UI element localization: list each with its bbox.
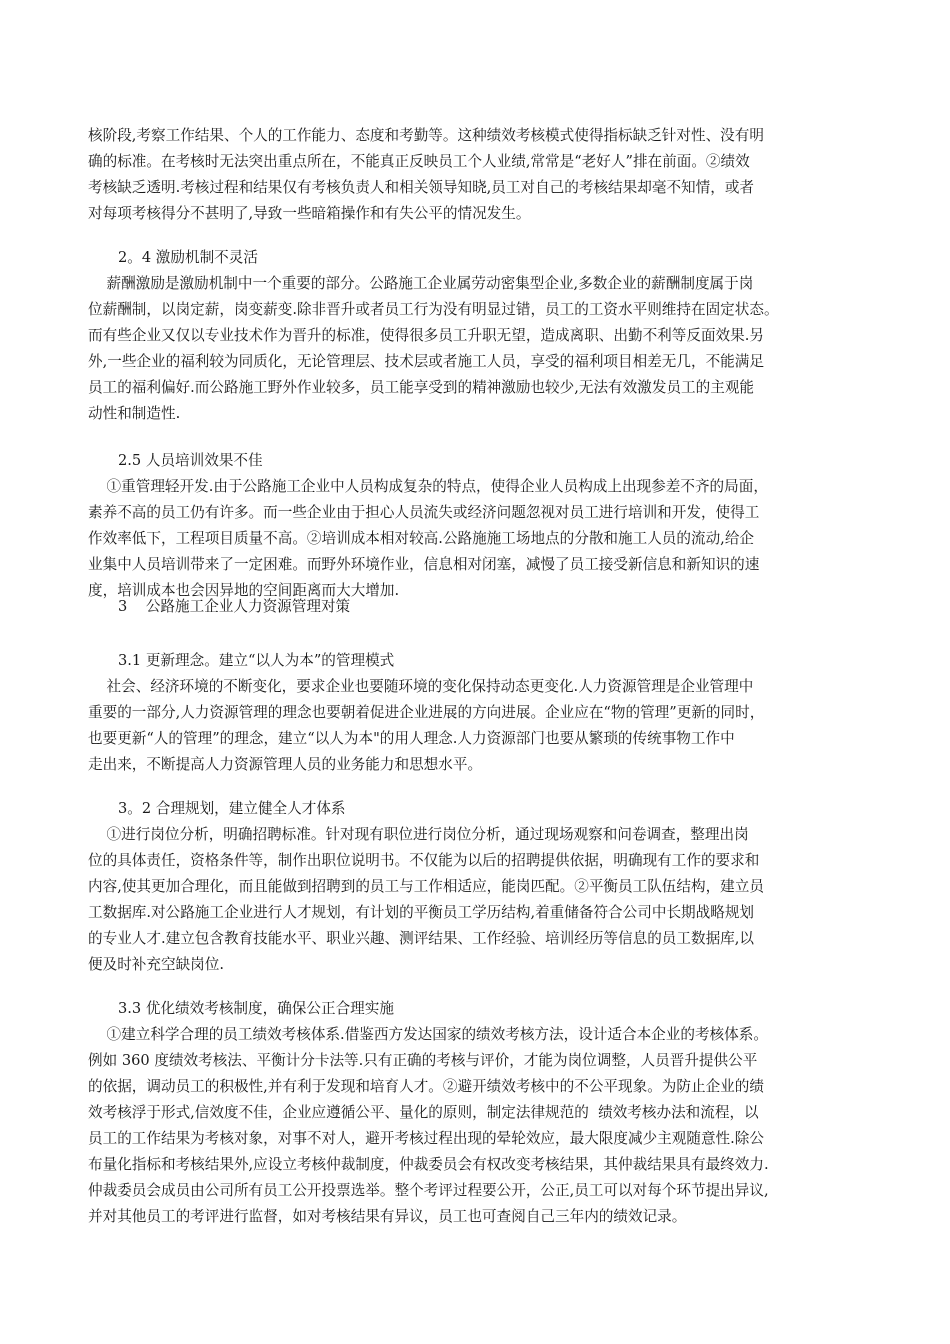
paragraph-line: ①建立科学合理的员工绩效考核体系.借鉴西方发达国家的绩效考核方法，设计适合本企业的考核体系。 bbox=[88, 1026, 768, 1043]
section-heading: 2.5 人员培训效果不佳 bbox=[118, 452, 263, 469]
paragraph-line: 仲裁委员会成员由公司所有员工公开投票选举。整个考评过程要公开，公正,员工可以对每个环节提出异议, bbox=[88, 1182, 769, 1199]
paragraph-line: 员工的工作结果为考核对象，对事不对人，避开考核过程出现的晕轮效应，最大限度减少主观随意性.除公 bbox=[88, 1130, 764, 1147]
section-3-1 bbox=[88, 648, 888, 778]
paragraph-line: 核阶段,考察工作结果、个人的工作能力、态度和考勤等。这种绩效考核模式使得指标缺乏针对性、没有明 bbox=[88, 127, 764, 144]
paragraph-line: 工数据库.对公路施工企业进行人才规划，有计划的平衡员工学历结构,着重储备符合公司中长期战略规划 bbox=[88, 904, 755, 921]
paragraph-line: 例如 360 度绩效考核法、平衡计分卡法等.只有正确的考核与评价，才能为岗位调整，人员晋升提供公平 bbox=[88, 1052, 758, 1069]
section-3-2 bbox=[88, 796, 888, 978]
paragraph-line: 效考核浮于形式,信效度不佳，企业应遵循公平、量化的原则，制定法律规范的 绩效考核办法和流程，以 bbox=[88, 1104, 759, 1121]
section-heading: 3.1 更新理念。建立“以人为本”的管理模式 bbox=[118, 652, 395, 669]
chapter-heading: 3 公路施工企业人力资源管理对策 bbox=[118, 598, 351, 615]
paragraph-line: 也要更新“人的管理”的理念，建立“以人为本"的用人理念.人力资源部门也要从繁琐的传统事物工作中 bbox=[88, 730, 735, 747]
section-heading: 3。2 合理规划，建立健全人才体系 bbox=[118, 800, 346, 817]
paragraph-line: 业集中人员培训带来了一定困难。而野外环境作业，信息相对闭塞，减慢了员工接受新信息和新知识的速 bbox=[88, 556, 760, 573]
section-heading: 2。4 激励机制不灵活 bbox=[118, 249, 258, 266]
section-heading: 3.3 优化绩效考核制度，确保公正合理实施 bbox=[118, 1000, 394, 1017]
paragraph-line: 内容,使其更加合理化，而且能做到招聘到的员工与工作相适应，能岗匹配。②平衡员工队伍结构，建立员 bbox=[88, 878, 764, 895]
paragraph-line: 确的标准。在考核时无法突出重点所在，不能真正反映员工个人业绩,常常是“老好人”排在前面。②绩效 bbox=[88, 153, 750, 170]
section-3-3 bbox=[88, 996, 888, 1230]
paragraph-line: 员工的福利偏好.而公路施工野外作业较多，员工能享受到的精神激励也较少,无法有效激发员工的主观能 bbox=[88, 379, 755, 396]
paragraph-line: 素养不高的员工仍有许多。而一些企业由于担心人员流失或经济问题忽视对员工进行培训和开发，使得工 bbox=[88, 504, 760, 521]
paragraph-line: 并对其他员工的考评进行监督，如对考核结果有异议，员工也可查阅自己三年内的绩效记录。 bbox=[88, 1208, 687, 1225]
paragraph-line: 薪酬激励是激励机制中一个重要的部分。公路施工企业属劳动密集型企业,多数企业的薪酬制度属于岗 bbox=[88, 275, 754, 292]
paragraph-line: 度，培训成本也会因异地的空间距离而大大增加. bbox=[88, 582, 400, 599]
paragraph-line: 而有些企业又仅以专业技术作为晋升的标准，使得很多员工升职无望，造成离职、出勤不利等反面效果.另 bbox=[88, 327, 764, 344]
section-2-4 bbox=[88, 245, 888, 427]
paragraph-line: 便及时补充空缺岗位. bbox=[88, 956, 224, 973]
section-2-5 bbox=[88, 448, 888, 604]
paragraph-performance-review-continued bbox=[88, 123, 888, 227]
paragraph-line: 重要的一部分,人力资源管理的理念也要朝着促进企业进展的方向进展。企业应在“物的管理”更新的同时， bbox=[88, 704, 765, 721]
paragraph-line: 社会、经济环境的不断变化，要求企业也要随环境的变化保持动态更变化.人力资源管理是企业管理中 bbox=[88, 678, 754, 695]
paragraph-line: ①进行岗位分析，明确招聘标准。针对现有职位进行岗位分析，通过现场观察和问卷调查，整理出岗 bbox=[88, 826, 749, 843]
paragraph-line: 考核缺乏透明.考核过程和结果仅有考核负责人和相关领导知晓,员工对自己的考核结果却毫不知情，或者 bbox=[88, 179, 755, 196]
paragraph-line: 位的具体责任，资格条件等，制作出职位说明书。不仅能为以后的招聘提供依据，明确现有工作的要求和 bbox=[88, 852, 760, 869]
paragraph-line: 外,一些企业的福利较为同质化，无论管理层、技术层或者施工人员，享受的福利项目相差无几，不能满足 bbox=[88, 353, 764, 370]
paragraph-line: 作效率低下，工程项目质量不高。②培训成本相对较高.公路施施工场地点的分散和施工人员的流动,给企 bbox=[88, 530, 755, 547]
chapter-3 bbox=[88, 594, 888, 620]
paragraph-line: 布量化指标和考核结果外,应设立考核仲裁制度，仲裁委员会有权改变考核结果，其仲裁结果具有最终效力. bbox=[88, 1156, 769, 1173]
paragraph-line: 位薪酬制，以岗定薪，岗变薪变.除非晋升或者员工行为没有明显过错，员工的工资水平则维持在固定状态。 bbox=[88, 301, 779, 318]
paragraph-line: 走出来，不断提高人力资源管理人员的业务能力和思想水平。 bbox=[88, 756, 483, 773]
paragraph-line: 的依据，调动员工的积极性,并有利于发现和培育人才。②避开绩效考核中的不公平现象。为防止企业的绩 bbox=[88, 1078, 764, 1095]
paragraph-line: 的专业人才.建立包含教育技能水平、职业兴趣、测评结果、工作经验、培训经历等信息的员工数据库,以 bbox=[88, 930, 755, 947]
paragraph-line: ①重管理轻开发.由于公路施工企业中人员构成复杂的特点，使得企业人员构成上出现参差不齐的局面， bbox=[88, 478, 768, 495]
paragraph-line: 对每项考核得分不甚明了,导致一些暗箱操作和有失公平的情况发生。 bbox=[88, 205, 531, 222]
paragraph-line: 动性和制造性. bbox=[88, 405, 181, 422]
